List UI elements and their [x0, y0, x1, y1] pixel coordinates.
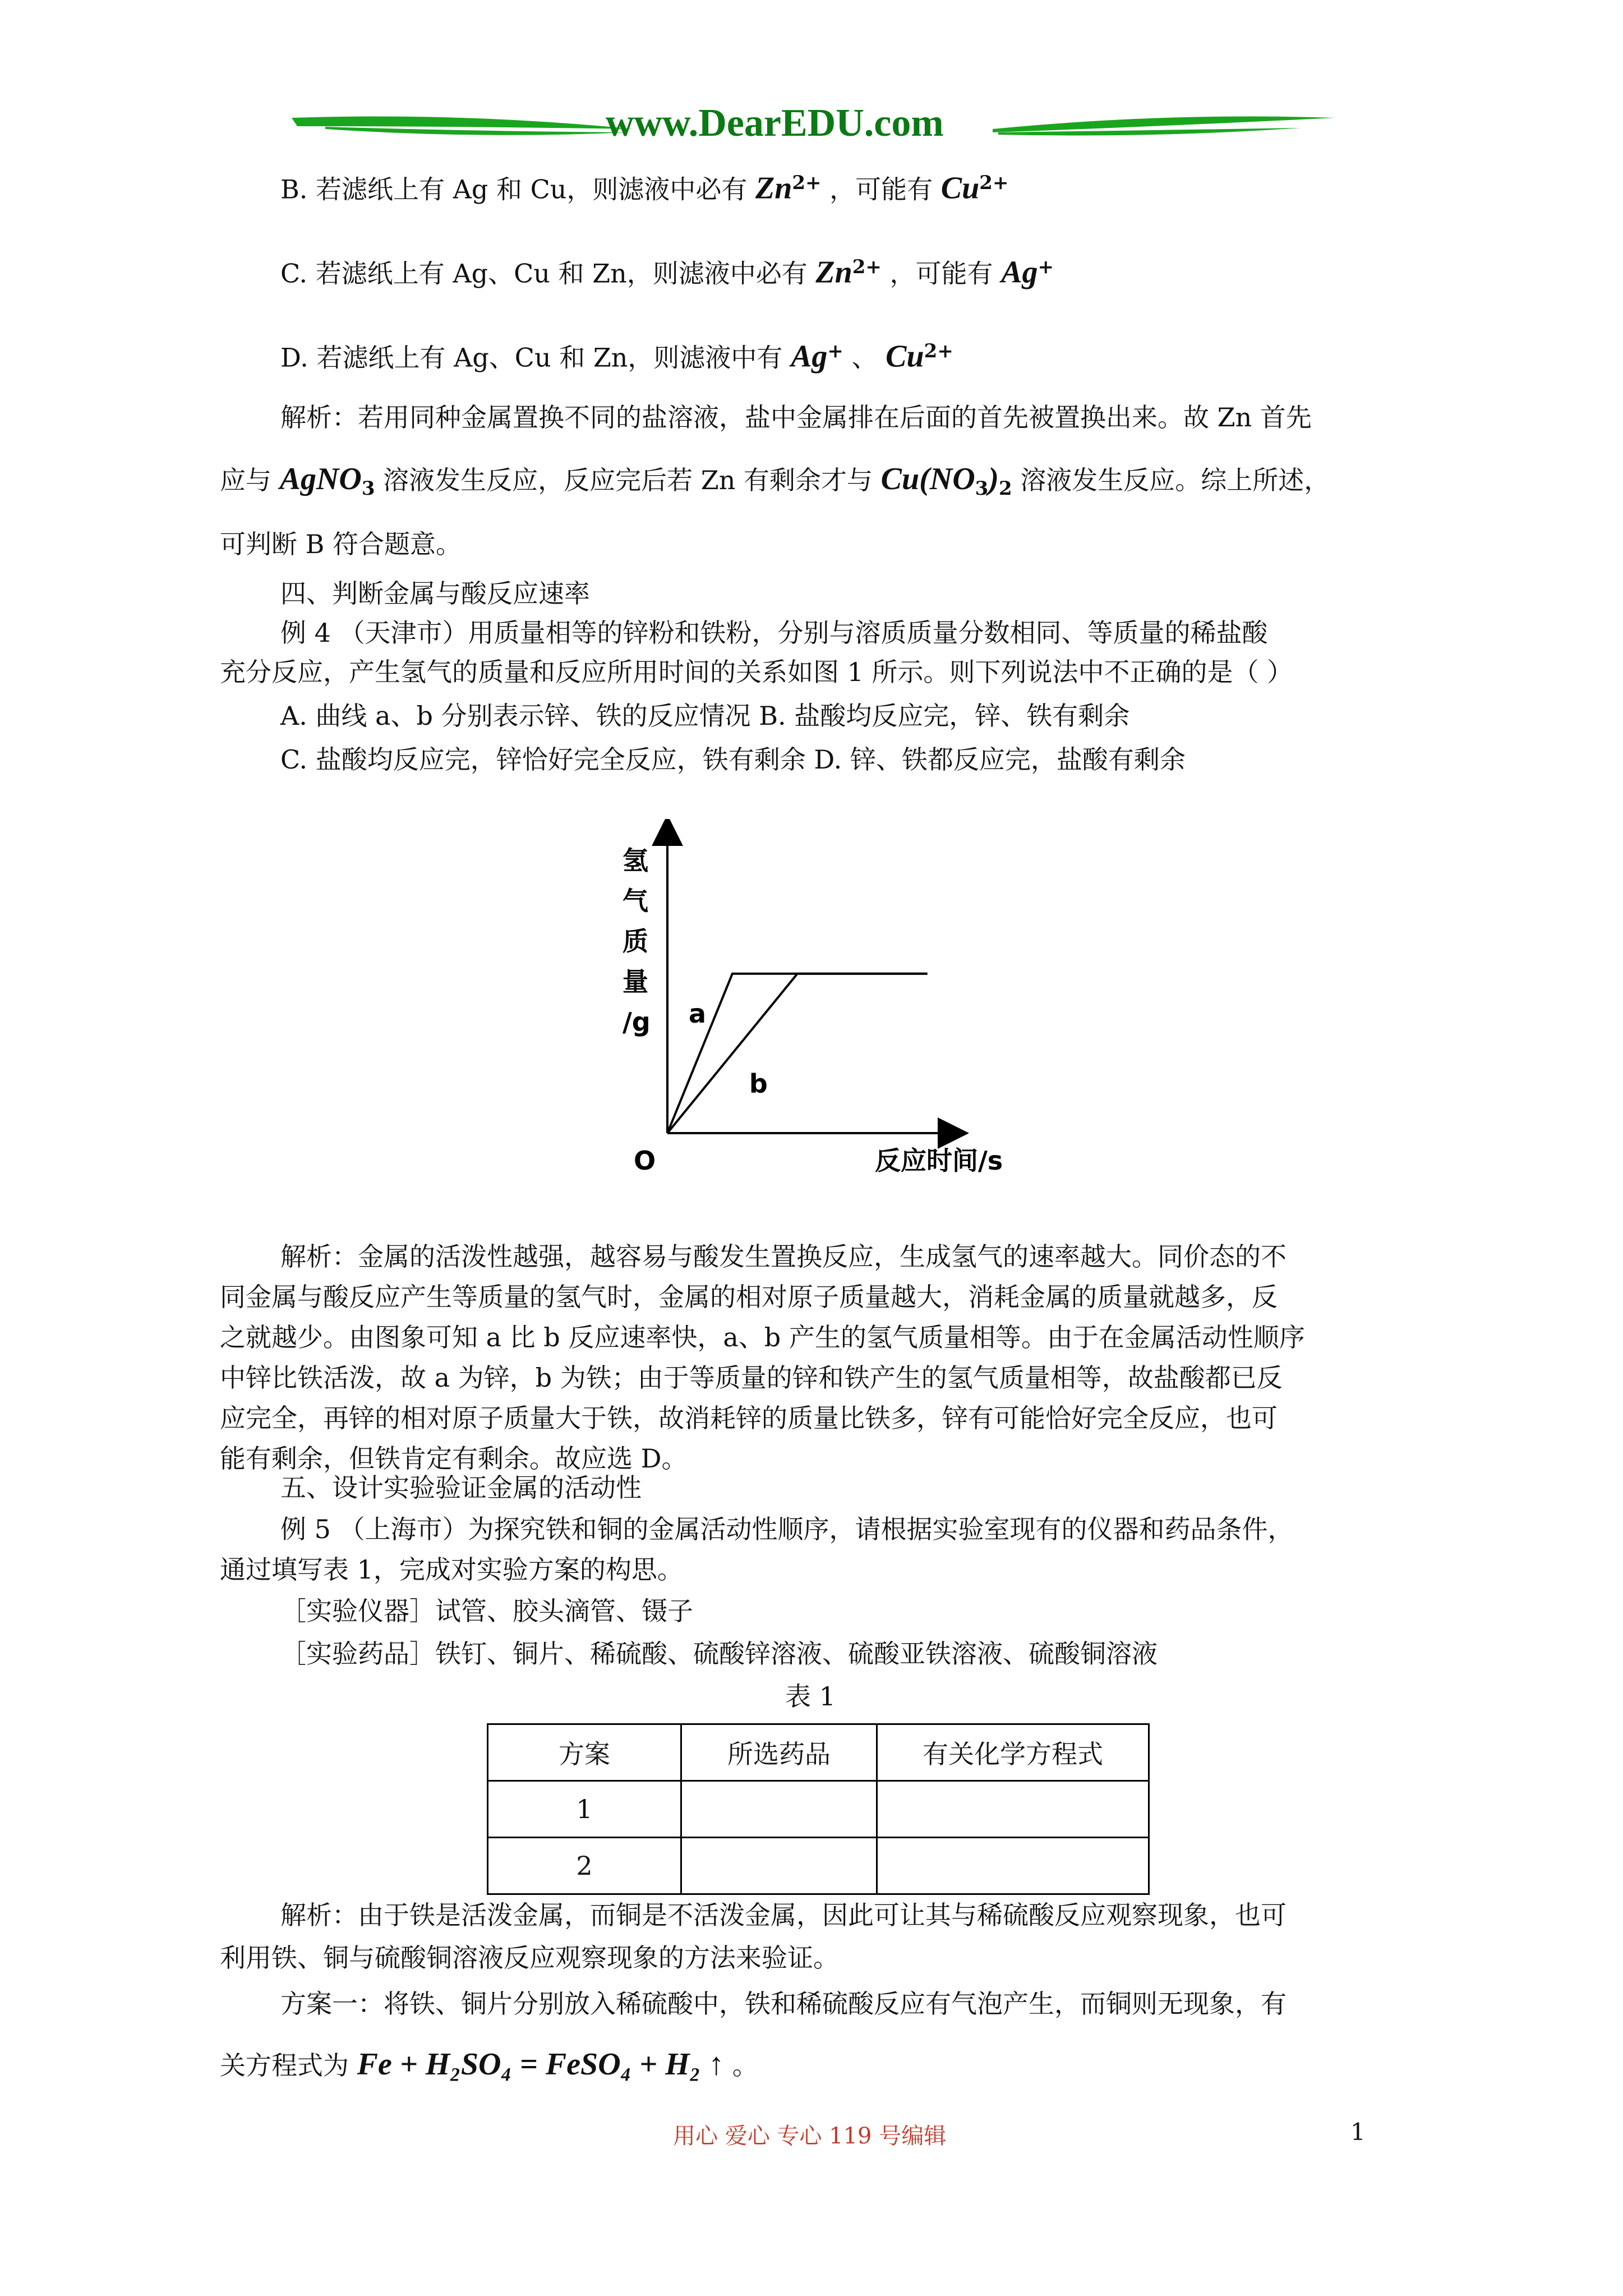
- analysis2-line: 解析：金属的活泼性越强，越容易与酸发生置换反应，生成氢气的速率越大。同价态的不: [280, 1241, 1287, 1272]
- table-header-cell: 所选药品: [681, 1724, 877, 1781]
- x-axis-label: 反应时间/s: [875, 1145, 1003, 1176]
- reagents-line: ［实验药品］铁钉、铜片、稀硫酸、硫酸锌溶液、硫酸亚铁溶液、硫酸铜溶液: [280, 1639, 1158, 1669]
- example4-options-ab: A. 曲线 a、b 分别表示锌、铁的反应情况 B. 盐酸均反应完，锌、铁有剩余: [280, 701, 1130, 731]
- y-axis-label-char: 氢: [623, 845, 648, 876]
- series-label-a: a: [688, 998, 707, 1029]
- analysis1-line3: 可判断 B 符合题意。: [220, 529, 462, 559]
- analysis3-line2: 利用铁、铜与硫酸铜溶液反应观察现象的方法来验证。: [220, 1943, 839, 1973]
- table-header-cell: 方案: [488, 1724, 681, 1781]
- example4-line2: 充分反应，产生氢气的质量和反应所用时间的关系如图 1 所示。则下列说法中不正确的是（ ）: [220, 657, 1293, 687]
- table-cell: [681, 1781, 877, 1838]
- section4-heading: 四、判断金属与酸反应速率: [280, 578, 590, 609]
- table-cell: [681, 1838, 877, 1894]
- example4-line1: 例 4 （天津市）用质量相等的锌粉和铁粉，分别与溶质质量分数相同、等质量的稀盐酸: [280, 618, 1268, 648]
- analysis1-line1: 解析：若用同种金属置换不同的盐溶液，盐中金属排在后面的首先被置换出来。故 Zn 首先: [280, 402, 1312, 432]
- y-axis-label-char: 质: [623, 926, 648, 956]
- banner-swoosh-left: [292, 95, 639, 157]
- header-banner: [292, 95, 1335, 157]
- table-cell: [877, 1781, 1149, 1838]
- equation: Fe + H₂SO₄ = FeSO₄ + H₂ ↑: [357, 2047, 725, 2082]
- origin-label: O: [634, 1145, 656, 1176]
- analysis2-line: 应完全，再锌的相对原子质量大于铁，故消耗锌的质量比铁多，锌有可能恰好完全反应，也可: [220, 1403, 1278, 1433]
- table-cell: [877, 1838, 1149, 1894]
- option-b: B. 若滤纸上有 Ag 和 Cu，则滤液中必有 $Zn^{2+}$ ，可能有 $Cu^{2+}$: [280, 171, 1009, 206]
- y-axis-label-char: 量: [623, 967, 648, 997]
- option-d: D. 若滤纸上有 Ag、Cu 和 Zn，则滤液中有 Ag+ 、 $Cu^{2+}$: [280, 339, 953, 374]
- table-cell: 2: [488, 1838, 681, 1894]
- table-cell: 1: [488, 1781, 681, 1838]
- banner-swoosh-right: [987, 95, 1335, 157]
- series-line-b: [667, 974, 928, 1133]
- footer-text: 用心 爱心 专心 119 号编辑: [673, 2123, 947, 2149]
- option-c: C. 若滤纸上有 Ag、Cu 和 Zn，则滤液中必有 $Zn^{2+}$ ，可能有 Ag+: [280, 255, 1054, 290]
- experiment-table: [487, 1723, 1150, 1895]
- site-url[interactable]: www.DearEDU.com: [606, 102, 944, 145]
- table-row: [488, 1838, 1149, 1894]
- analysis2-line: 同金属与酸反应产生等质量的氢气时，金属的相对原子质量越大，消耗金属的质量就越多，反: [220, 1282, 1278, 1312]
- analysis1-line2: 应与 AgNO$_3$ 溶液发生反应，反应完后若 Zn 有剩余才与 $Cu(NO_3)_2$ 溶液发生反应。综上所述，: [220, 462, 1330, 500]
- y-axis-label: [623, 845, 651, 1037]
- table-row: [488, 1781, 1149, 1838]
- instruments-line: ［实验仪器］试管、胶头滴管、镊子: [280, 1596, 693, 1626]
- page-number: 1: [1350, 2118, 1366, 2146]
- plan1-line1: 方案一：将铁、铜片分别放入稀硫酸中，铁和稀硫酸反应有气泡产生，而铜则无现象，有: [280, 1989, 1287, 2019]
- example5-line1: 例 5 （上海市）为探究铁和铜的金属活动性顺序，请根据实验室现有的仪器和药品条件，: [280, 1514, 1294, 1544]
- analysis2-line: 能有剩余，但铁肯定有剩余。故应选 D。: [220, 1443, 688, 1474]
- section5-heading: 五、设计实验验证金属的活动性: [280, 1473, 642, 1503]
- series-label-b: b: [749, 1068, 768, 1099]
- analysis3-line1: 解析：由于铁是活泼金属，而铜是不活泼金属，因此可让其与稀硫酸反应观察现象，也可: [280, 1900, 1287, 1930]
- table-caption: 表 1: [785, 1681, 836, 1711]
- analysis2-line: 之就越少。由图象可知 a 比 b 反应速率快，a、b 产生的氢气质量相等。由于在金属活动性顺序: [220, 1322, 1305, 1352]
- series-line-a: [667, 974, 928, 1133]
- table-header-row: [488, 1724, 1149, 1781]
- y-axis-label-char: 气: [623, 886, 648, 916]
- table-header-cell: 有关化学方程式: [877, 1724, 1149, 1781]
- plan1-line2: 关方程式为 Fe + H₂SO₄ = FeSO₄ + H₂ ↑ 。: [220, 2047, 758, 2082]
- hydrogen-mass-chart: [594, 819, 1032, 1223]
- example5-line2: 通过填写表 1，完成对实验方案的构思。: [220, 1554, 683, 1585]
- y-axis-label-char: /g: [623, 1007, 651, 1037]
- series-lines: [667, 974, 928, 1133]
- example4-options-cd: C. 盐酸均反应完，锌恰好完全反应，铁有剩余 D. 锌、铁都反应完，盐酸有剩余: [280, 744, 1186, 775]
- analysis2-line: 中锌比铁活泼，故 a 为锌，b 为铁；由于等质量的锌和铁产生的氢气质量相等，故盐酸都已反: [220, 1363, 1283, 1393]
